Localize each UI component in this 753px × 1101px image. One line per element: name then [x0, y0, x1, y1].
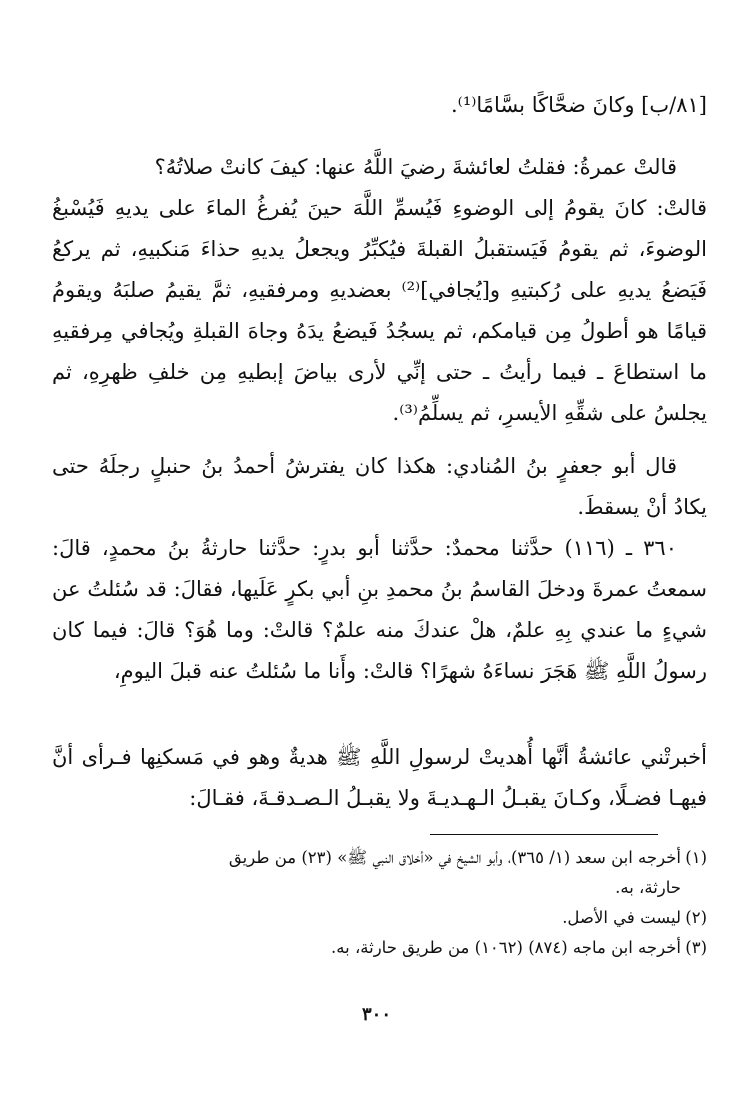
paragraph-hadith-360: ٣٦٠ ـ (١١٦) حدَّثنا محمدٌ: حدَّثنا أبو بدرٍ: حدَّثنا حارثةُ بنُ محمدٍ، قالَ: سمعتُ عمرةَ ودخلَ القاسمُ بنُ محمدِ بنِ أبي بكرٍ عَلَيها، فقالَ: قد سُئلتُ عن شيءٍ ما عندي بِهِ علمٌ، هلْ عندكَ منه علمٌ؟ قالتْ: وما هُوَ؟ قالَ: فيما كان رسولُ اللَّهِ ﷺ هَجَرَ نساءَهُ شهرًا؟ قالتْ: وأَنا ما سُئلتُ عنه قبلَ اليومِ،	[52, 536, 707, 683]
footnote-text: أخرجه ابن سعد (١/ ٣٦٥)، وأبو الشيخ في «أخلاق النبي ﷺ» (٢٣) من طريق	[228, 848, 681, 867]
paragraph-opening: [٨١/ب] وكانَ ضحَّاكًا بسَّامًا⁽¹⁾.	[450, 93, 707, 117]
main-text-answer	[52, 188, 707, 434]
footnote-1-continued	[52, 873, 707, 903]
footnote-number: (٢)	[685, 908, 707, 927]
footnotes	[52, 843, 707, 963]
paragraph-answer: قالتْ: كانَ يقومُ إلى الوضوءِ فَيُسمِّ اللَّهَ حينَ يُفرغُ الماءَ على يديهِ فَيُسْبغُ الوضوءَ، ثم يقومُ فَيَستقبلُ القبلةَ فيُكبِّرُ ويجعلُ يديهِ حذاءَ مَنكبيهِ، ثم يركعُ فَيَضعُ يديهِ على رُكبتيهِ و[يُجافي]⁽²⁾ بعضديهِ ومرفقيهِ، ثمَّ يقيمُ صلبَهُ ويقومُ قيامًا هو أطولُ مِن قيامكم، ثم يسجُدُ فَيضعُ يدَهُ وجاهَ القبلةِ ويُجافي مِرفقيهِ ما استطاعَ ـ فيما رأيتُ ـ حتى إنِّي لأرى بياضَ إبطيهِ مِن خلفِ ظهرِهِ، ثم يجلسُ على شقِّهِ الأيسرِ، ثم يسلِّمُ⁽³⁾.	[52, 196, 707, 425]
main-text-aisha	[52, 737, 707, 819]
footnote-number: (٣)	[685, 938, 707, 957]
main-text-munadi	[52, 446, 707, 528]
footnote-2	[52, 903, 707, 933]
footnote-text: ليست في الأصل.	[562, 908, 681, 927]
paragraph-munadi: قال أبو جعفرٍ بنُ المُنادي: هكذا كان يفترشُ أحمدُ بنُ حنبلٍ رجلَهُ حتى يكادُ أنْ يسقطَ.	[52, 454, 707, 519]
paragraph-aisha: أخبرتْني عائشةُ أنَّها أُهديتْ لرسولِ اللَّهِ ﷺ هديةٌ وهو في مَسكنِها فـرأى أنَّ فيهـا فضـلًا، وكـانَ يقبـلُ الـهـديـةَ ولا يقبـلُ الـصـدقـةَ، فقـالَ:	[52, 745, 707, 810]
footnote-1	[52, 843, 707, 873]
footnote-divider	[430, 834, 658, 835]
footnote-3	[52, 933, 707, 963]
page-number: ٣٠٠	[361, 1004, 391, 1025]
main-text-question	[52, 147, 707, 188]
footnote-number: (١)	[685, 848, 707, 867]
footnote-text: حارثة، به.	[615, 878, 681, 897]
paragraph-question: قالتْ عمرةُ: فقلتُ لعائشةَ رضيَ اللَّهُ عنها: كيفَ كانتْ صلاتُهُ؟	[154, 155, 677, 179]
footnote-text: أخرجه ابن ماجه (٨٧٤) (١٠٦٢) من طريق حارثة، به.	[331, 938, 681, 957]
main-text	[52, 85, 707, 126]
main-text-hadith	[52, 528, 707, 692]
